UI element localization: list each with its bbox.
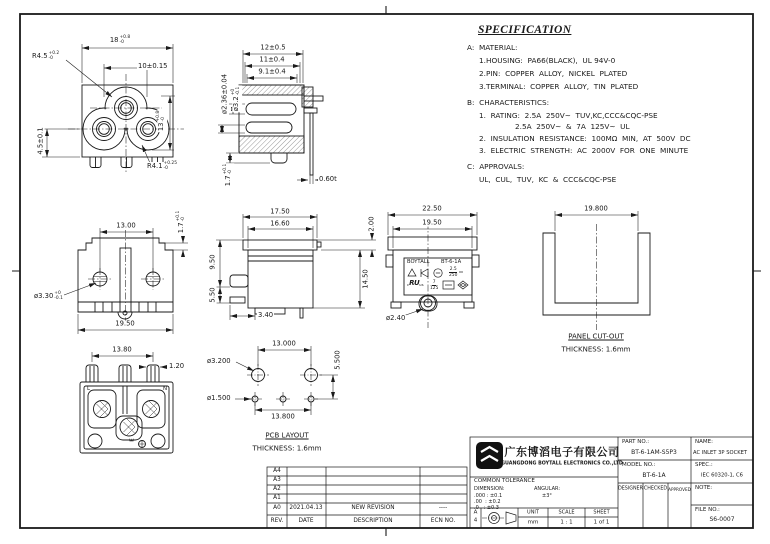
tolerance-row-2: .00 : ±0.2 [474, 498, 501, 505]
tolerance-dimension-label: DIMENSION: [474, 486, 505, 492]
spec-line-rating-1: 1. RATING: 2.5A 250V~ TUV,KC,CCC&CQC-PSE [479, 111, 658, 120]
dim-radius-bottom: R4.1 +0.25 -0 [147, 161, 178, 171]
spec-line-approvals: C: APPROVALS: [467, 162, 525, 171]
pcb-dims [235, 346, 338, 415]
paper-size-a: A [473, 509, 478, 516]
terminal-label-n: N [163, 386, 168, 392]
plate-rating-250: $\frac{2.5}{250}$ [449, 267, 458, 279]
rev-cell-date: 2021.04.13 [289, 505, 323, 512]
dim-side-950: 9.50 [208, 254, 217, 270]
dim-hole-dia-330: ø3.30 +0 -0.1 [34, 291, 63, 301]
rev-cell-a2: A2 [273, 485, 281, 492]
dim-section-17: 1.7 +0.1 -0 [223, 163, 233, 187]
dim-face-2250: 22.50 [422, 204, 442, 213]
dim-section-91: 9.1±0.4 [258, 67, 286, 76]
inlet-face-dims [388, 212, 477, 316]
dim-bottom-1950: 19.50 [115, 319, 135, 328]
terminal-label-e: E [129, 438, 136, 442]
dim-side-340: 3.40 [258, 311, 274, 319]
tolerance-title: COMMON TOLERANCE [474, 478, 535, 484]
designer-label: DESIGNER [618, 486, 643, 492]
company-name-cn: 广东博滔电子有限公司 [504, 445, 620, 459]
rev-header-date: DATE [298, 517, 314, 524]
dim-pcb-13000: 13.000 [272, 339, 296, 348]
inlet-face-view [386, 212, 479, 328]
dim-pcb-hole-1500: ø1.500 [207, 394, 231, 402]
approved-label: APPROVED [668, 486, 691, 492]
rev-header-rev: REV. [270, 517, 284, 524]
spec-line-housing: 1.HOUSING: PA66(BLACK), UL 94V-0 [479, 56, 616, 65]
name-value: AC INLET 3P SOCKET [693, 450, 748, 456]
back-view [80, 352, 173, 453]
plate-model: BT-6-1A [441, 259, 462, 265]
unit-value: mm [527, 518, 539, 525]
unit-label: UNIT [527, 509, 539, 515]
diamond-mark-icon [458, 281, 468, 289]
ul-mark-icon: c RU us [407, 279, 424, 288]
dim-side-200: 2.00 [367, 216, 376, 232]
dim-pcb-5500: 5.500 [333, 350, 342, 370]
tolerance-row-1: .000 : ±0.1 [474, 492, 503, 499]
dim-back-1380: 13.80 [112, 345, 132, 354]
dim-side-1750: 17.50 [270, 207, 290, 216]
dim-front-height: 13 +0.8 -0 [156, 110, 166, 132]
scale-label: SCALE [558, 509, 575, 515]
sheet-value: 1 of 1 [593, 518, 610, 525]
dim-screw-dia: ø2.40 [386, 314, 406, 322]
side-view [216, 214, 376, 320]
dim-radius-top: R4.5 +0.2 -0 [32, 51, 60, 61]
spec-title: SPECIFICATION [478, 24, 572, 36]
spec-line-characteristics: B: CHARACTERISTICS: [467, 98, 550, 107]
model-no-label: MODEL NO.: [622, 462, 656, 468]
rev-cell-a4: A4 [273, 467, 281, 474]
tolerance-angular-value: ±3° [542, 492, 552, 499]
side-view-dims [216, 214, 376, 320]
dim-pin-dia-236: ø2.36±0.04 [220, 73, 229, 115]
dim-pin-thickness: 0.60t [319, 175, 337, 183]
spec-line-approvals-list: UL, CUL, TUV, KC & CCC&CQC-PSE [479, 175, 617, 184]
terminal-label-l: L [87, 386, 91, 392]
pcb-layout-title: PCB LAYOUT [265, 431, 309, 440]
pcb-layout-thickness: THICKNESS: 1.6mm [252, 444, 322, 453]
plate-brand: BOYTALL [407, 259, 430, 265]
dim-side-1660: 16.60 [270, 219, 290, 228]
drawing-border [12, 6, 761, 536]
sheet-label: SHEET [593, 509, 610, 515]
dim-bottom-17: 1.7 +0.1 -0 [176, 210, 186, 234]
panel-cutout-title: PANEL CUT-OUT [568, 332, 624, 341]
rev-cell-ecn: ---- [438, 505, 448, 512]
rev-cell-description: NEW REVISION [351, 505, 395, 512]
bottom-view [64, 228, 188, 334]
tolerance-angular-label: ANGULAR: [534, 486, 561, 492]
dim-section-12: 12±0.5 [260, 43, 286, 52]
file-no-label: FILE NO.: [695, 507, 720, 513]
dim-pin-dia-32: ø3.2 +0 -0.1 [231, 86, 241, 112]
dim-pcb-13800: 13.800 [271, 412, 295, 421]
panel-cutout-thickness: THICKNESS: 1.6mm [561, 345, 631, 354]
kc-mark-icon [421, 269, 428, 277]
pcb-layout-view [235, 346, 338, 415]
rev-header-description: DESCRIPTION [353, 517, 393, 524]
note-label: NOTE: [695, 485, 713, 491]
plate-rating-125: $\frac{7}{125}$ [430, 280, 439, 292]
file-no-value: S6-0007 [709, 516, 735, 523]
tuv-mark-icon [408, 269, 416, 276]
company-logo [476, 442, 503, 469]
projection-symbol [482, 512, 516, 524]
rev-cell-a0: A0 [273, 505, 281, 512]
dim-cutout-width: 19.800 [584, 204, 608, 213]
part-no-value: BT-6-1AM-S5P3 [631, 449, 677, 456]
paper-size-4: 4 [473, 517, 478, 524]
spec-line-rating-2: 2.5A 250V~ & 7A 125V~ UL [515, 122, 630, 131]
dim-front-left: 4.5±0.1 [36, 127, 45, 155]
dim-side-550: 5.50 [208, 287, 217, 303]
dim-side-1450: 14.50 [361, 269, 370, 289]
spec-value: IEC 60320-1, C6 [701, 472, 743, 479]
rev-cell-a3: A3 [273, 476, 281, 483]
company-name-en: GUANGDONG BOYTALL ELECTRONICS CO.,LTD [501, 461, 623, 467]
dim-face-1950: 19.50 [422, 218, 442, 227]
spec-line-electric: 3. ELECTRIC STRENGTH: AC 2000V FOR ONE MINUTE [479, 146, 689, 155]
rev-header-ecn: ECN NO. [430, 517, 456, 524]
part-no-label: PART NO.: [622, 439, 650, 445]
model-no-value: BT-6-1A [642, 472, 666, 479]
dim-pcb-hole-3200: ø3.200 [207, 357, 231, 365]
spec-line-pin: 2.PIN: COPPER ALLOY, NICKEL PLATED [479, 69, 628, 78]
dim-bottom-13: 13.00 [116, 221, 136, 230]
name-label: NAME: [695, 439, 713, 445]
tolerance-row-3: .0 : ±0.3 [474, 504, 499, 511]
spec-line-insulation: 2. INSULATION RESISTANCE: 100MΩ MIN, AT 500V DC [479, 134, 691, 143]
scale-value: 1 : 1 [560, 518, 573, 525]
bottom-view-dims [64, 228, 188, 334]
spec-line-material: A: MATERIAL: [467, 43, 518, 52]
dim-front-width: 18 +0.8 -0 [109, 35, 131, 45]
dim-pin-pitch: 10±0.15 [138, 62, 168, 70]
spec-label: SPEC.: [695, 462, 713, 468]
panel-cutout-view [543, 211, 650, 330]
dim-section-11: 11±0.4 [259, 55, 285, 64]
spec-line-terminal: 3.TERMINAL: COPPER ALLOY, TIN PLATED [479, 82, 639, 91]
rev-cell-a1: A1 [273, 494, 281, 501]
dim-back-120: 1.20 [169, 362, 185, 370]
checked-label: CHECKED [643, 486, 668, 492]
